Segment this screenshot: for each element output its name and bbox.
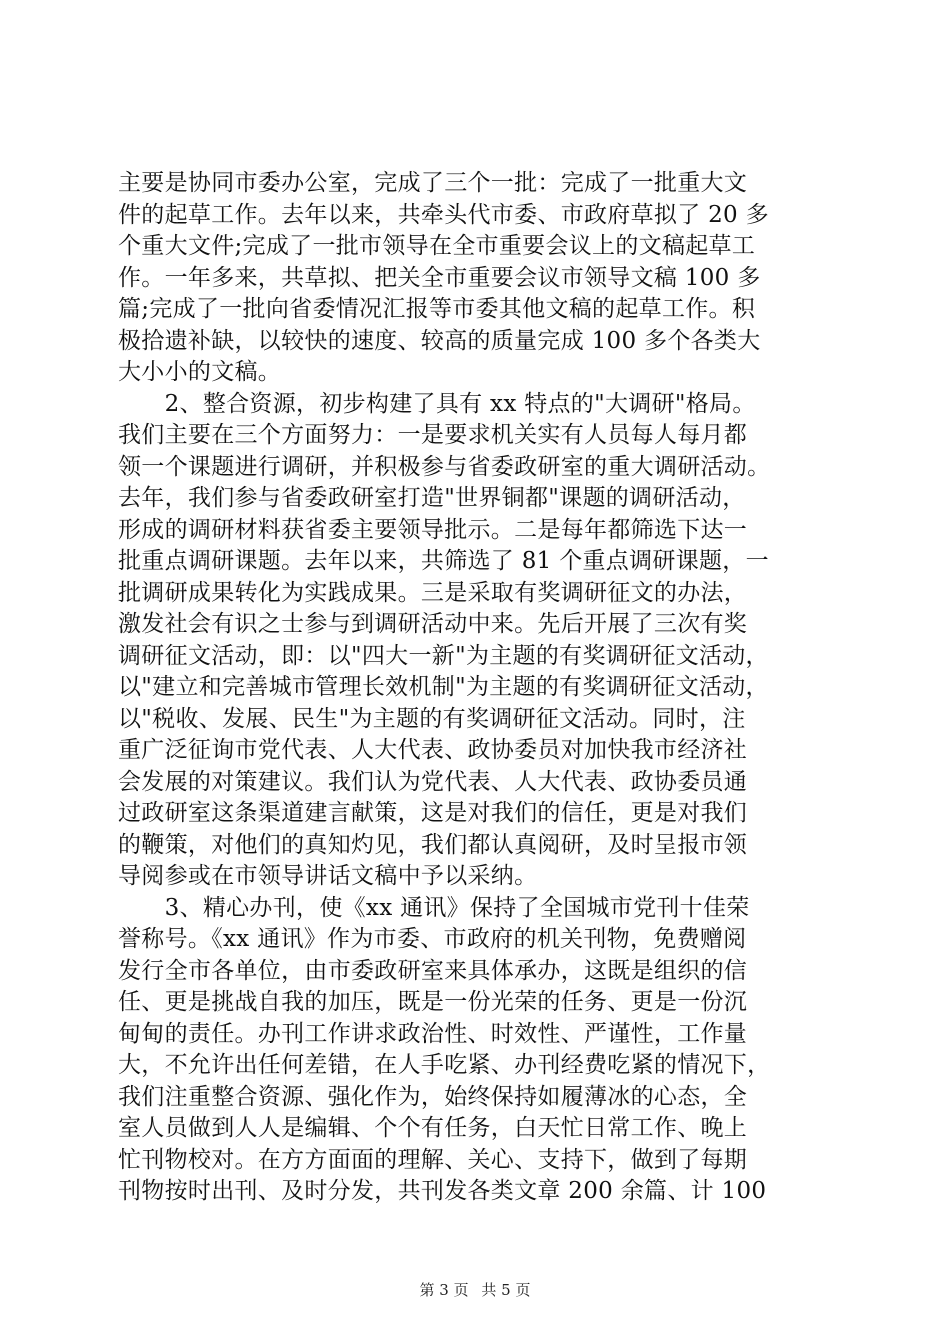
text-line: 室人员做到人人是编辑、个个有任务，白天忙日常工作、晚上 <box>118 1115 748 1141</box>
text-line: 极拾遗补缺，以较快的速度、较高的质量完成 100 多个各类大 <box>118 327 761 354</box>
text-line: 去年，我们参与省委政研室打造"世界铜都"课题的调研活动， <box>118 485 746 511</box>
text-line: 刊物按时出刊、及时分发，共刊发各类文章 200 余篇、计 100 <box>118 1178 767 1204</box>
text-line: 我们注重整合资源、强化作为，始终保持如履薄冰的心态，全 <box>118 1083 748 1110</box>
text-line: 过政研室这条渠道建言献策，这是对我们的信任，更是对我们 <box>118 800 748 826</box>
text-line: 以"建立和完善城市管理长效机制"为主题的有奖调研征文活动， <box>118 674 769 700</box>
text-line: 批调研成果转化为实践成果。三是采取有奖调研征文的办法， <box>118 579 748 606</box>
text-line: 我们主要在三个方面努力：一是要求机关实有人员每人每月都 <box>118 422 748 448</box>
text-line: 重广泛征询市党代表、人大代表、政协委员对加快我市经济社 <box>118 737 748 763</box>
text-line: 发行全市各单位，由市委政研室来具体承办，这既是组织的信 <box>118 957 748 984</box>
text-line: 件的起草工作。去年以来，共牵头代市委、市政府草拟了 20 多 <box>118 201 769 228</box>
text-line: 忙刊物校对。在方方面面的理解、关心、支持下，做到了每期 <box>118 1146 748 1173</box>
text-line: 形成的调研材料获省委主要领导批示。二是每年都筛选下达一 <box>118 516 748 543</box>
text-line: 大，不允许出任何差错，在人手吃紧、办刊经费吃紧的情况下， <box>118 1052 771 1078</box>
text-line: 批重点调研课题。去年以来，共筛选了 81 个重点调研课题，一 <box>118 548 769 574</box>
text-line: 会发展的对策建议。我们认为党代表、人大代表、政协委员通 <box>118 768 748 795</box>
text-line: 主要是协同市委办公室，完成了三个一批：完成了一批重大文 <box>118 170 748 196</box>
text-line: 3、精心办刊，使《xx 通讯》保持了全国城市党刊十佳荣 <box>118 894 750 921</box>
page-footer <box>0 1280 950 1300</box>
text-line: 任、更是挑战自我的加压，既是一份光荣的任务、更是一份沉 <box>118 989 748 1015</box>
text-line: 大小小的文稿。 <box>118 359 282 385</box>
text-line: 篇;完成了一批向省委情况汇报等市委其他文稿的起草工作。积 <box>118 296 756 322</box>
text-line: 作。一年多来，共草拟、把关全市重要会议市领导文稿 100 多 <box>118 264 761 291</box>
text-line: 2、整合资源，初步构建了具有 xx 特点的"大调研"格局。 <box>118 390 756 417</box>
text-line: 激发社会有识之士参与到调研活动中来。先后开展了三次有奖 <box>118 611 748 637</box>
text-line: 誉称号。《xx 通讯》作为市委、市政府的机关刊物，免费赠阅 <box>118 926 747 952</box>
text-line: 甸甸的责任。办刊工作讲求政治性、时效性、严谨性，工作量 <box>118 1020 748 1047</box>
text-line: 领一个课题进行调研，并积极参与省委政研室的重大调研活动。 <box>118 453 771 480</box>
text-line: 个重大文件;完成了一批市领导在全市重要会议上的文稿起草工 <box>118 233 756 259</box>
page-number: 第 3 页 <box>419 1281 469 1299</box>
text-line: 调研征文活动，即：以"四大一新"为主题的有奖调研征文活动， <box>118 642 769 669</box>
page-total: 共 5 页 <box>481 1281 531 1299</box>
text-line: 以"税收、发展、民生"为主题的有奖调研征文活动。同时，注 <box>118 705 746 732</box>
text-line: 的鞭策，对他们的真知灼见，我们都认真阅研，及时呈报市领 <box>118 831 748 858</box>
text-line: 导阅参或在市领导讲话文稿中予以采纳。 <box>118 863 538 889</box>
body-text <box>118 168 838 1208</box>
